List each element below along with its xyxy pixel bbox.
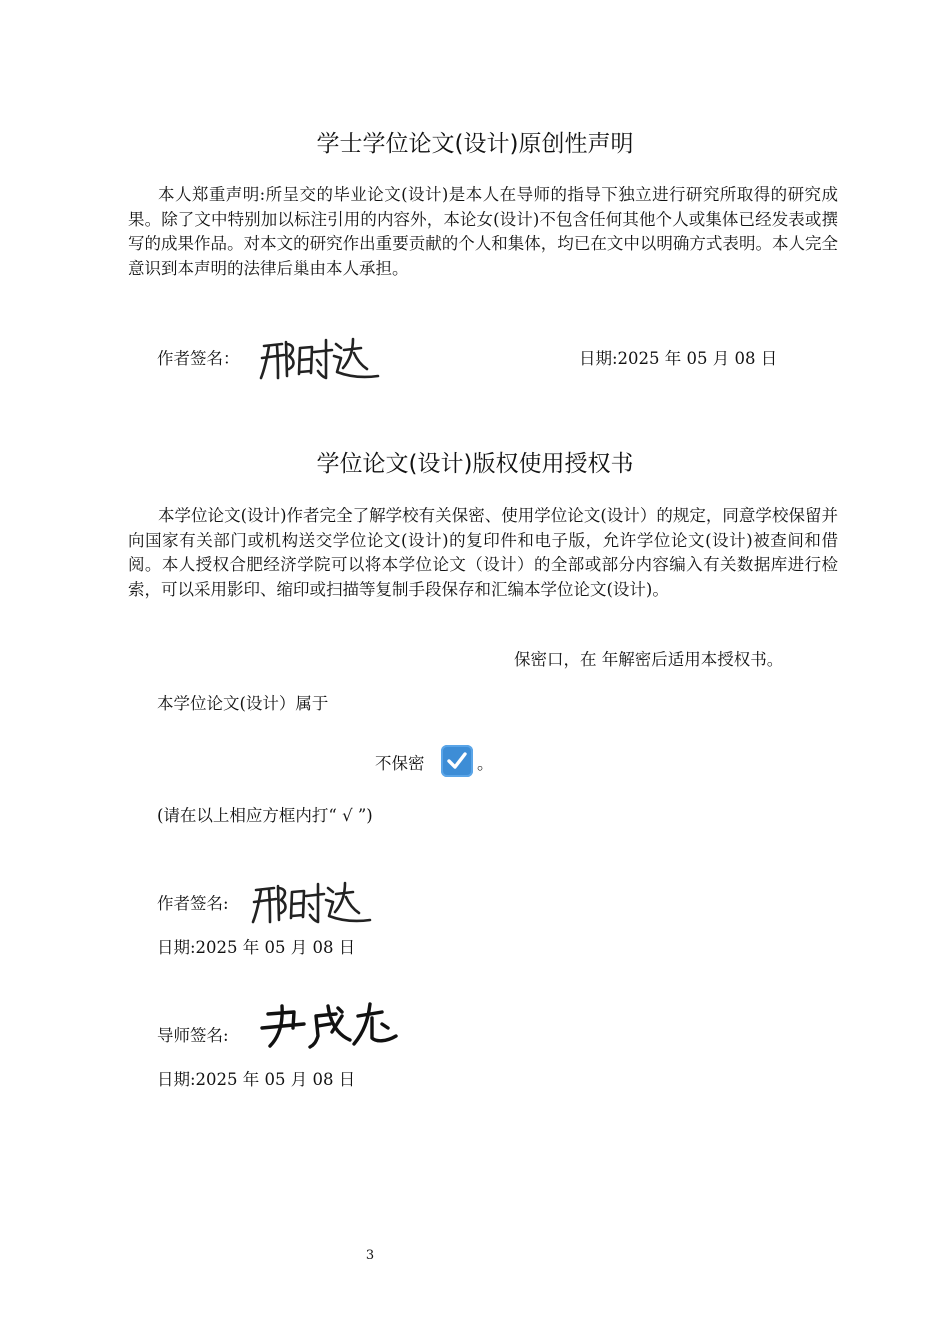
instruction-line: (请在以上相应方框内打“ √ ”) xyxy=(157,806,373,825)
belongs-line: 本学位论文(设计）属于 xyxy=(157,694,329,713)
authorization-body: 本学位论文(设计)作者完全了解学校有关保密、使用学位论文(设计）的规定，同意学校保留并向国家有关部门或机构送交学位论文(设计)的复印件和电子版，允许学位论文(设计)被查间和借阅。本人授权合肥经济学院可以将本学位论文（设计）的全部或部分内容编入有关数据库进行检索，可以采用影印、缩印或扫描等复制手段保存和汇编本学位论文(设计)。 xyxy=(128,506,838,599)
author-signature-image-2 xyxy=(250,880,375,928)
advisor-date: 日期:2025 年 05 月 08 日 xyxy=(157,1070,356,1089)
advisor-signature-image xyxy=(258,1002,408,1052)
checkmark-icon xyxy=(444,748,470,774)
not-secret-checkbox[interactable] xyxy=(441,745,473,777)
authorization-author-sign-label: 作者签名: xyxy=(157,894,229,913)
author-signature-image xyxy=(258,336,383,384)
authorization-title: 学位论文(设计)版权使用授权书 xyxy=(316,451,634,477)
declaration-title: 学士学位论文(设计)原创性声明 xyxy=(316,131,634,157)
advisor-sign-label: 导师签名: xyxy=(157,1026,229,1045)
secret-line: 保密口，在 年解密后适用本授权书。 xyxy=(514,650,784,669)
declaration-author-sign-label: 作者签名： xyxy=(157,349,240,368)
declaration-body: 本人郑重声明:所呈交的毕业论文(设计)是本人在导师的指导下独立进行研究所取得的研究成果。除了文中特别加以标注引用的内容外，本论女(设计)不包含任何其他个人或集体已经发表或撰写的成果作品。对本文的研究作出重要贡献的个人和集体，均已在文中以明确方式表明。本人完全意识到本声明的法律后巢由本人承担。 xyxy=(128,185,838,278)
authorization-author-date: 日期:2025 年 05 月 08 日 xyxy=(157,938,356,957)
not-secret-tail: 。 xyxy=(477,754,494,773)
not-secret-label: 不保密 xyxy=(375,754,425,773)
page-number: 3 xyxy=(365,1248,375,1263)
declaration-date: 日期:2025 年 05 月 08 日 xyxy=(579,349,778,368)
